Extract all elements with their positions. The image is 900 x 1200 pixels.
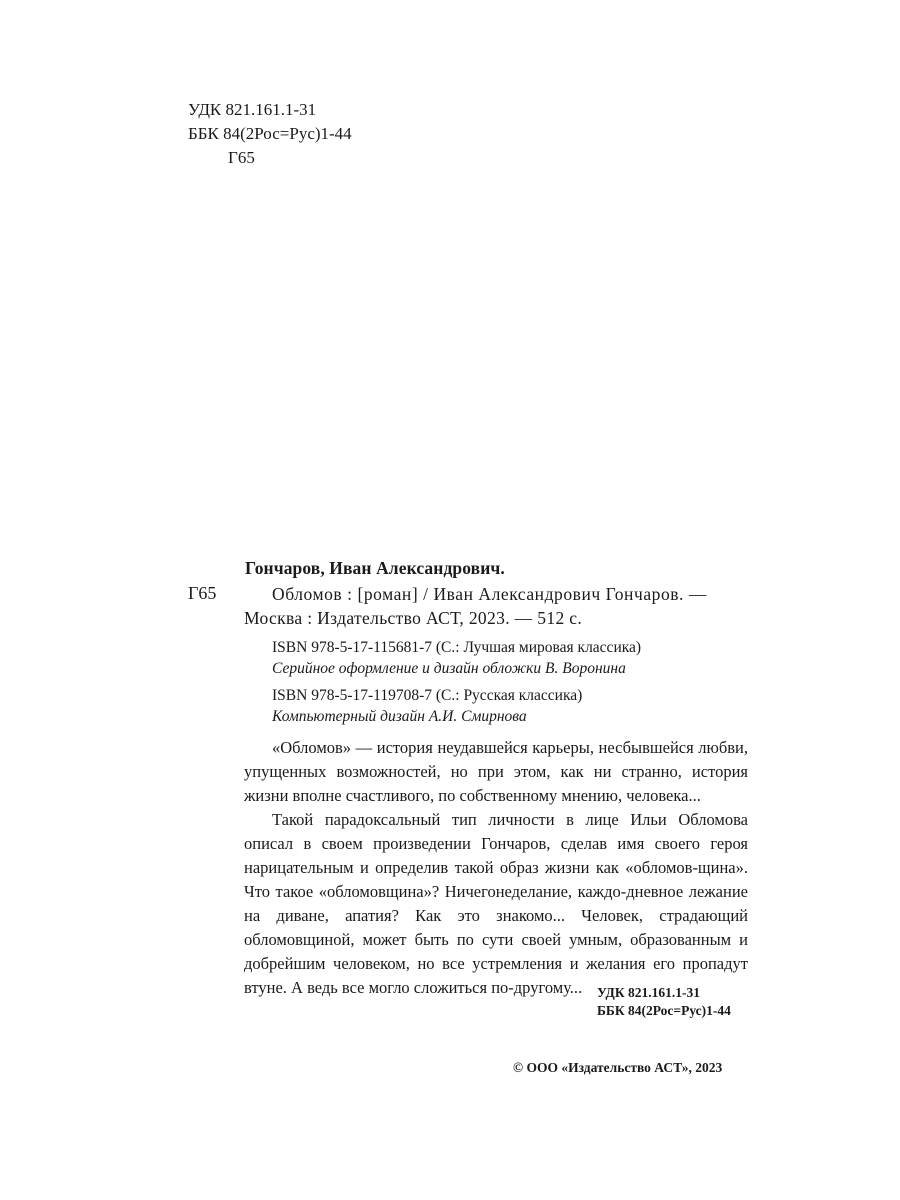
copyright-notice: © ООО «Издательство АСТ», 2023 — [513, 1060, 723, 1075]
record-side-mark: Г65 — [188, 583, 217, 603]
bbk-code: ББК 84(2Рос=Рус)1-44 — [597, 1003, 731, 1018]
annotation-paragraph: «Обломов» — история неудавшейся карьеры, несбывшейся любви, упущенных возможностей, но при этом, как ни странно, история жизни вполне счастливого, по собственному мнению, человека... — [244, 738, 748, 805]
top-classification-block — [188, 98, 352, 170]
bottom-classification-block — [597, 984, 731, 1020]
bbk-code: ББК 84(2Рос=Рус)1-44 — [188, 124, 352, 143]
record-title-line: Обломов : [роман] / Иван Александрович Гончаров. — — [272, 584, 707, 604]
udk-code: УДК 821.161.1-31 — [597, 985, 700, 1000]
record-imprint-line: Москва : Издательство АСТ, 2023. — 512 с. — [244, 608, 583, 628]
udk-code: УДК 821.161.1-31 — [188, 100, 317, 119]
isbn-line: ISBN 978-5-17-115681-7 (С.: Лучшая мировая классика) — [272, 639, 642, 656]
author-mark: Г65 — [228, 148, 255, 167]
record-title-block — [244, 582, 707, 630]
design-credit: Серийное оформление и дизайн обложки В. Воронина — [272, 660, 626, 677]
isbn-block — [272, 637, 641, 727]
record-author: Гончаров, Иван Александрович. — [245, 558, 505, 578]
annotation-paragraph: Такой парадоксальный тип личности в лице Ильи Обломова описал в своем произведении Гончаров, сделав имя своего героя нарицательным и определив такой образ жизни как «обломов-щина». Что такое «обломовщина»? Ничегонеделание, каждо-дневное лежание на диване, апатия? Как это знакомо... Человек, страдающий обломовщиной, может быть по сути своей умным, образованным и добрейшим человеком, но все устремления и желания его пропадут втуне. А ведь все могло сложиться по-другому... — [244, 810, 748, 997]
annotation — [244, 736, 748, 1000]
isbn-line: ISBN 978-5-17-119708-7 (С.: Русская классика) — [272, 687, 583, 704]
design-credit: Компьютерный дизайн А.И. Смирнова — [272, 708, 527, 725]
